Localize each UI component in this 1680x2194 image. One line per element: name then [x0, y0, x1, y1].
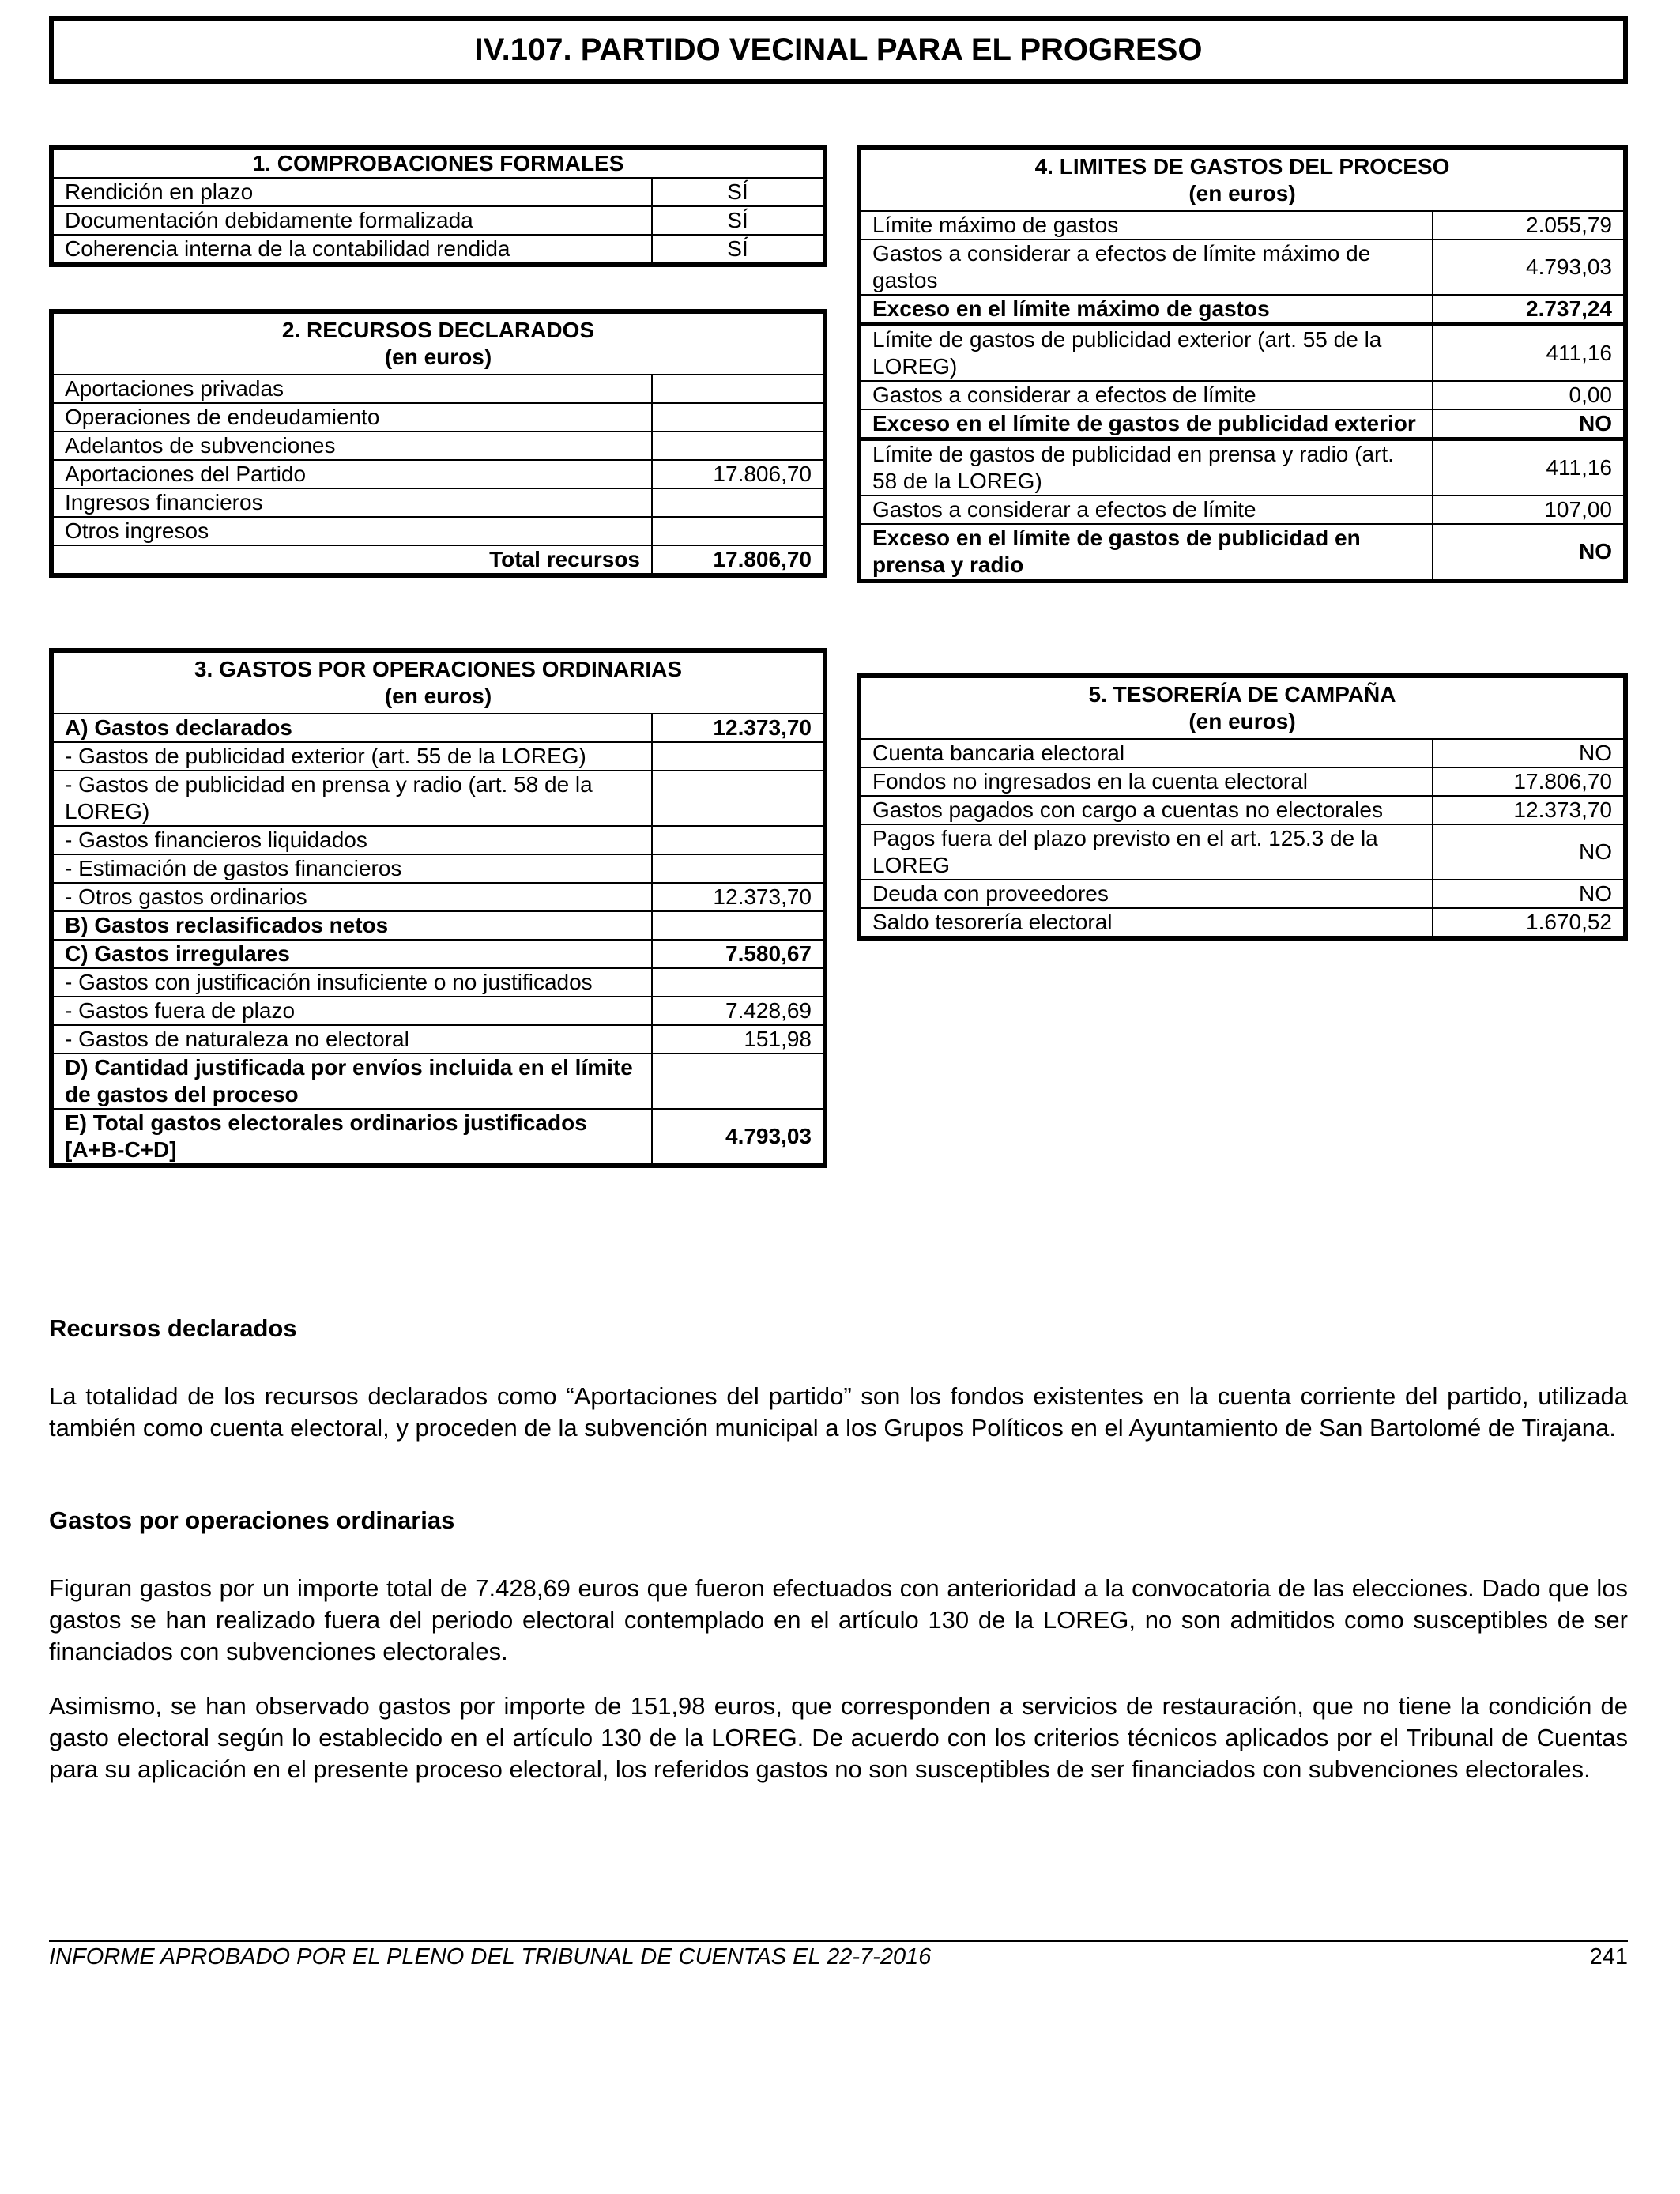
table-row: Pagos fuera del plazo previsto en el art. 125.3 de la LOREG NO	[859, 824, 1625, 880]
table-row: Gastos a considerar a efectos de límite máximo de gastos 4.793,03	[859, 239, 1625, 295]
paragraph: Figuran gastos por un importe total de 7.428,69 euros que fueron efectuados con anterioridad a la convocatoria de las elecciones. Dado que los gastos se han realizado fuera del periodo electoral contemplado en el artículo 130 de la LOREG, no son admitidos como susceptibles de ser financiados con subvenciones electorales.	[49, 1574, 1628, 1665]
page-title: IV.107. PARTIDO VECINAL PARA EL PROGRESO	[474, 32, 1203, 67]
page-title-box	[49, 16, 1628, 84]
table-row: - Gastos con justificación insuficiente o no justificados	[51, 968, 825, 997]
table-row: Adelantos de subvenciones	[51, 432, 825, 460]
table-row: Cuenta bancaria electoral NO	[859, 739, 1625, 767]
table-row: Documentación debidamente formalizada SÍ	[51, 206, 825, 235]
table-row: C) Gastos irregulares 7.580,67	[51, 940, 825, 968]
table-row: Límite máximo de gastos 2.055,79	[859, 211, 1625, 239]
table-title: 5. TESORERÍA DE CAMPAÑA (en euros)	[859, 676, 1625, 739]
table-row: Exceso en el límite de gastos de publicidad exterior NO	[859, 409, 1625, 439]
table-comprobaciones-formales	[49, 145, 827, 267]
table-title: 4. LIMITES DE GASTOS DEL PROCESO (en euros)	[859, 148, 1625, 211]
table-row: Gastos pagados con cargo a cuentas no electorales 12.373,70	[859, 796, 1625, 824]
table-row: Aportaciones del Partido 17.806,70	[51, 460, 825, 488]
table-row: A) Gastos declarados 12.373,70	[51, 714, 825, 742]
table-row: Ingresos financieros	[51, 488, 825, 517]
table-recursos-declarados	[49, 309, 827, 578]
table-title: 2. RECURSOS DECLARADOS (en euros)	[51, 311, 825, 375]
table-row: Coherencia interna de la contabilidad rendida SÍ	[51, 235, 825, 265]
table-row: Límite de gastos de publicidad exterior (art. 55 de la LOREG) 411,16	[859, 325, 1625, 382]
table-row: Saldo tesorería electoral 1.670,52	[859, 908, 1625, 938]
footer-text: INFORME APROBADO POR EL PLENO DEL TRIBUNAL DE CUENTAS EL 22-7-2016	[49, 1944, 932, 1970]
table-row: - Gastos de publicidad exterior (art. 55 de la LOREG)	[51, 742, 825, 771]
table-row: - Otros gastos ordinarios 12.373,70	[51, 883, 825, 911]
table-row: - Gastos financieros liquidados	[51, 826, 825, 854]
page-number: 241	[1589, 1944, 1628, 1970]
table-row: - Gastos de publicidad en prensa y radio (art. 58 de la LOREG)	[51, 771, 825, 826]
table-total-row: Total recursos 17.806,70	[51, 545, 825, 575]
table-row: - Gastos de naturaleza no electoral 151,98	[51, 1025, 825, 1054]
table-row: B) Gastos reclasificados netos	[51, 911, 825, 940]
table-gastos-ordinarios	[49, 648, 827, 1168]
section-heading-recursos: Recursos declarados	[49, 1314, 297, 1342]
table-tesoreria-campana	[857, 673, 1628, 941]
table-row: Rendición en plazo SÍ	[51, 178, 825, 206]
table-row: - Gastos fuera de plazo 7.428,69	[51, 997, 825, 1025]
paragraph: Asimismo, se han observado gastos por importe de 151,98 euros, que corresponden a servicios de restauración, que no tiene la condición de gasto electoral según lo establecido en el artículo 130 de la LOREG. De acuerdo con los criterios técnicos aplicados por el Tribunal de Cuentas para su aplicación en el presente proceso electoral, los referidos gastos no son susceptibles de ser financiados con subvenciones electorales.	[49, 1692, 1628, 1783]
table-row: E) Total gastos electorales ordinarios justificados [A+B-C+D] 4.793,03	[51, 1109, 825, 1166]
table-row: Fondos no ingresados en la cuenta electoral 17.806,70	[859, 767, 1625, 796]
section-heading-gastos: Gastos por operaciones ordinarias	[49, 1506, 455, 1534]
table-row: Aportaciones privadas	[51, 375, 825, 403]
table-row: Gastos a considerar a efectos de límite 107,00	[859, 496, 1625, 524]
table-row: Exceso en el límite de gastos de publicidad en prensa y radio NO	[859, 524, 1625, 581]
table-row: D) Cantidad justificada por envíos incluida en el límite de gastos del proceso	[51, 1054, 825, 1109]
footer-divider	[49, 1940, 1628, 1942]
table-row: Otros ingresos	[51, 517, 825, 545]
table-title: 3. GASTOS POR OPERACIONES ORDINARIAS (en euros)	[51, 650, 825, 714]
paragraph: La totalidad de los recursos declarados como “Aportaciones del partido” son los fondos existentes en la cuenta corriente del partido, utilizada también como cuenta electoral, y proceden de la subvención municipal a los Grupos Políticos en el Ayuntamiento de San Bartolomé de Tirajana.	[49, 1382, 1628, 1442]
table-row: Exceso en el límite máximo de gastos 2.737,24	[859, 295, 1625, 325]
table-row: Operaciones de endeudamiento	[51, 403, 825, 432]
table-row: - Estimación de gastos financieros	[51, 854, 825, 883]
table-row: Límite de gastos de publicidad en prensa y radio (art. 58 de la LOREG) 411,16	[859, 439, 1625, 496]
table-row: Gastos a considerar a efectos de límite 0,00	[859, 381, 1625, 409]
table-title: 1. COMPROBACIONES FORMALES	[51, 148, 825, 178]
table-limites-gastos	[857, 145, 1628, 583]
table-row: Deuda con proveedores NO	[859, 880, 1625, 908]
